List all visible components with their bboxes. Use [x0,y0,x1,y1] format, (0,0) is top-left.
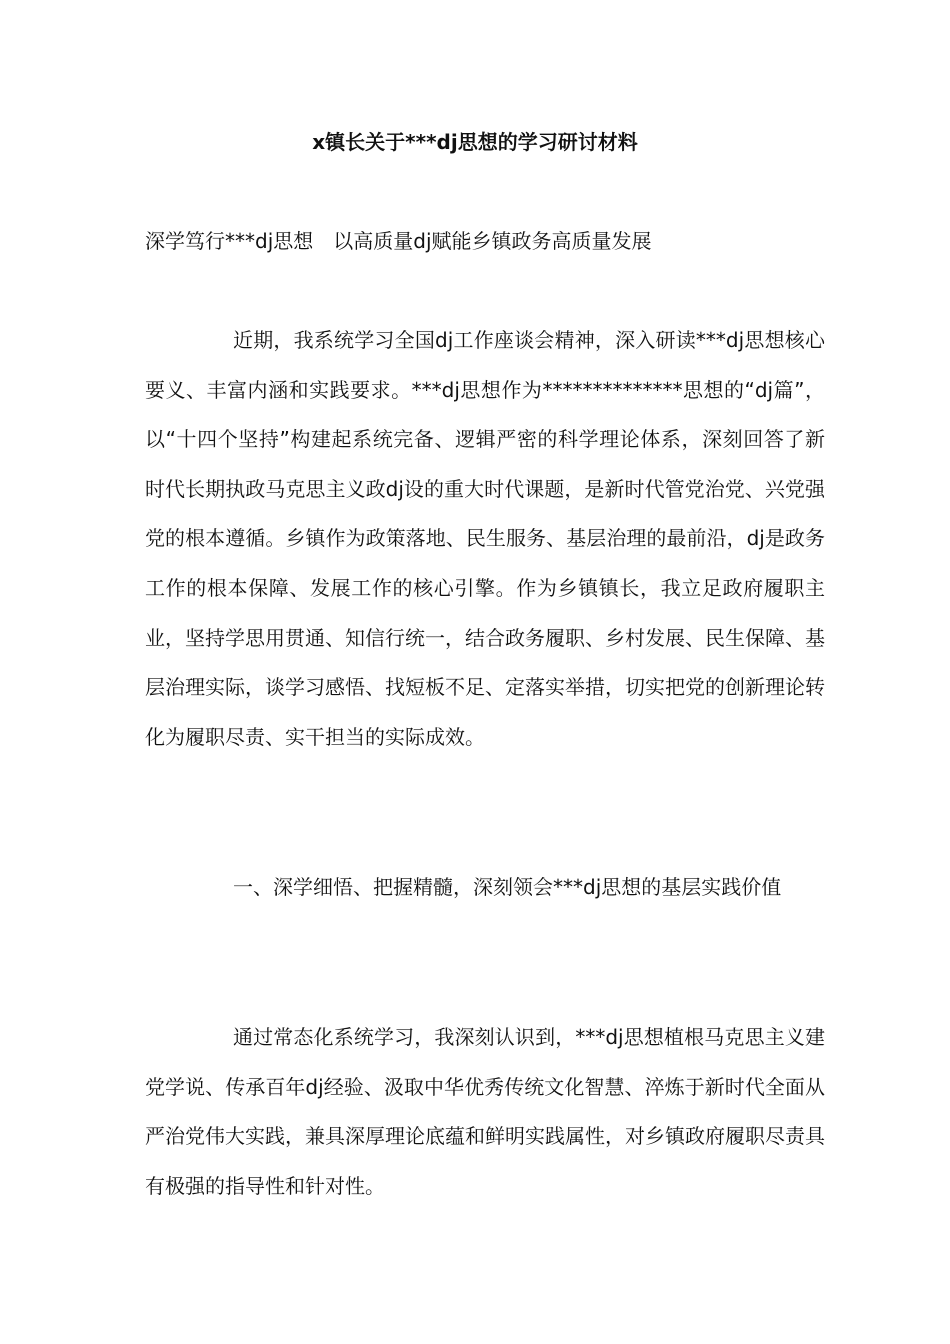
section-heading: 一、深学细悟、把握精髓，深刻领会***dj思想的基层实践价值 [233,875,782,899]
body-paragraph: 通过常态化系统学习，我深刻认识到，***dj思想植根马克思主义建党学说、传承百年dj经验、汲取中华优秀传统文化智慧、淬炼于新时代全面从严治党伟大实践，兼具深厚理论底蕴和鲜明实践属性，对乡镇政府履职尽责具有极强的指导性和针对性。 [145,1025,825,1198]
body-paragraph: 近期，我系统学习全国dj工作座谈会精神，深入研读***dj思想核心要义、丰富内涵和实践要求。***dj思想作为**************思想的“dj篇”，以“十四个坚持”构建起系统完备、逻辑严密的科学理论体系，深刻回答了新时代长期执政马克思主义政dj设的重大时代课题，是新时代管党治党、兴党强党的根本遵循。乡镇作为政策落地、民生服务、基层治理的最前沿，dj是政务工作的根本保障、发展工作的核心引擎。作为乡镇镇长，我立足政府履职主业，坚持学思用贯通、知信行统一，结合政务履职、乡村发展、民生保障、基层治理实际，谈学习感悟、找短板不足、定落实举措，切实把党的创新理论转化为履职尽责、实干担当的实际成效。 [145,328,825,749]
document-title: x镇长关于***dj思想的学习研讨材料 [312,130,638,154]
document-subtitle: 深学笃行***dj思想 以高质量dj赋能乡镇政务高质量发展 [145,229,652,253]
